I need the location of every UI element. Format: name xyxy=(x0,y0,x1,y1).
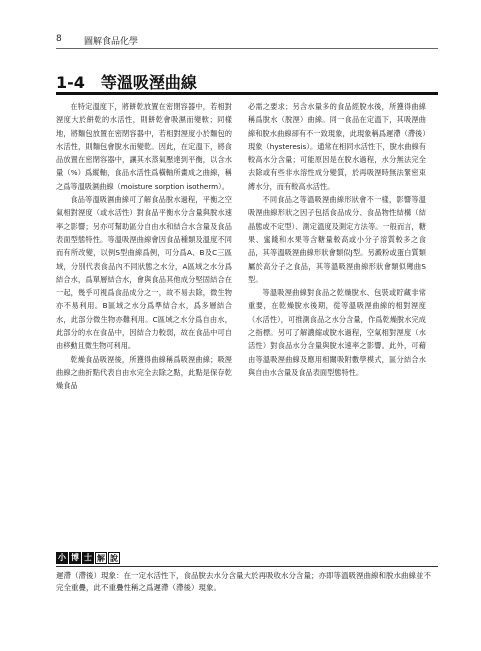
book-title: 圖解食品化學 xyxy=(84,37,139,47)
tip-label-char: 說 xyxy=(110,554,118,563)
right-column xyxy=(248,100,426,379)
tip-label-char: 解 xyxy=(97,554,105,563)
tip-rule xyxy=(56,566,438,567)
header-rule xyxy=(56,48,438,49)
tip-label-char: 小 xyxy=(58,553,66,562)
tip-text: 遲滯（滯後）現象：在一定水活性下，食品脫去水分含量大於再吸收水分含量；亦即等溫吸溼曲線和脫水曲線並不完全重疊，此不重疊性稱之爲遲滯（滯後）現象。 xyxy=(56,571,431,592)
title-rule xyxy=(56,92,438,95)
left-column xyxy=(56,100,232,393)
tip-label-char: 博 xyxy=(71,553,79,562)
paragraph: 不同食品之等溫吸溼曲線形狀會不一樣，影響等溫吸溼曲線形狀之因子包括食品成分、食品物性結構（結晶態或不定型）、測定溫度及測定方法等。一般而言，糖果、蜜餞和水果等含糖量較高或小分子溶質較多之食品，其等溫吸溼曲線形狀會類似J型。另澱粉或蛋白質類屬於高分子之食品，其等溫吸溼曲線形狀會類似彎曲S型。 xyxy=(248,195,426,284)
paragraph: 食品等溫吸濕曲線可了解食品脫水過程，平衡之空氣相對溼度（或水活性）對食品平衡水分含量與脫水速率之影響；另亦可幫助區分自由水和結合水含量及食品表面型態特性。等溫吸溼曲線會因食品種類及溫度不同而有所改變，以例S型曲線爲例，可分爲A、B及C三區域，分別代表食品內不同狀態之水分，A區域之水分爲結合水，爲單層結合水，會與食品其他成分堅固結合在一起，幾乎可視爲食品成分之一，故不易去除，微生物亦不易利用。B區域之水分爲準結合水，爲多層結合水，此部分微生物亦難利用。C區域之水分爲自由水，此部分的水在食品中，因結合力較弱，故在食品中可自由移動且微生物可利用。 xyxy=(56,195,232,351)
paragraph: 乾燥食品吸溼後，所獲得曲線稱爲吸溼曲線；吸溼曲線之曲折點代表自由水完全去除之點，此點是保存乾燥食品 xyxy=(56,354,232,391)
paragraph: 等溫吸溼曲線對食品之乾燥脫水、包裝或貯藏非常重要，在乾燥脫水後期，從等溫吸溼曲線的相對溼度（水活性），可推測食品之水分含量，作爲乾燥脫水完成之指標。另可了解濃縮或脫水過程，空氣相對溼度（水活性）對食品水分含量與脫水速率之影響。此外，可藉由等溫吸溼曲線及應用相關吸附數學模式，區分結合水與自由水含量及食品表面型態特性。 xyxy=(248,288,426,377)
tip-label-char: 士 xyxy=(84,553,92,562)
paragraph: 在特定溫度下，將餅乾放置在密閉容器中，若相對溼度大於餅乾的水活性，則餅乾會吸濕而變軟；同樣地，將麵包放置在密閉容器中，若相對溼度小於麵包的水活性，則麵包會脫水而變乾。因此，在定溫下，將食品放置在密閉容器中，讓其水蒸氣壓達到平衡，以含水量（%）爲縱軸，食品水活性爲橫軸所畫成之曲線，稱之爲等溫吸濕曲線（moisture sorption isotherm）。 xyxy=(56,102,232,191)
paragraph-continued: 必需之要求；另含水量多的食品經脫水後，所獲得曲線稱爲脫水（脫溼）曲線。同一食品在定溫下，其吸溼曲線和脫水曲線卻有不一致現象，此現象稱爲遲滯（滯後）現象（hysteresis）。通常在相同水活性下，脫水曲線有較高水分含量；可能原因是在脫水過程，水分無法完全去除或有些非水溶性成分變質，於再吸溼時無法緊密束縛水分，而有較高水活性。 xyxy=(248,102,426,191)
tip-label xyxy=(56,552,120,564)
page-number: 8 xyxy=(56,34,62,44)
section-title: 1-4 等溫吸溼曲線 xyxy=(56,73,197,92)
